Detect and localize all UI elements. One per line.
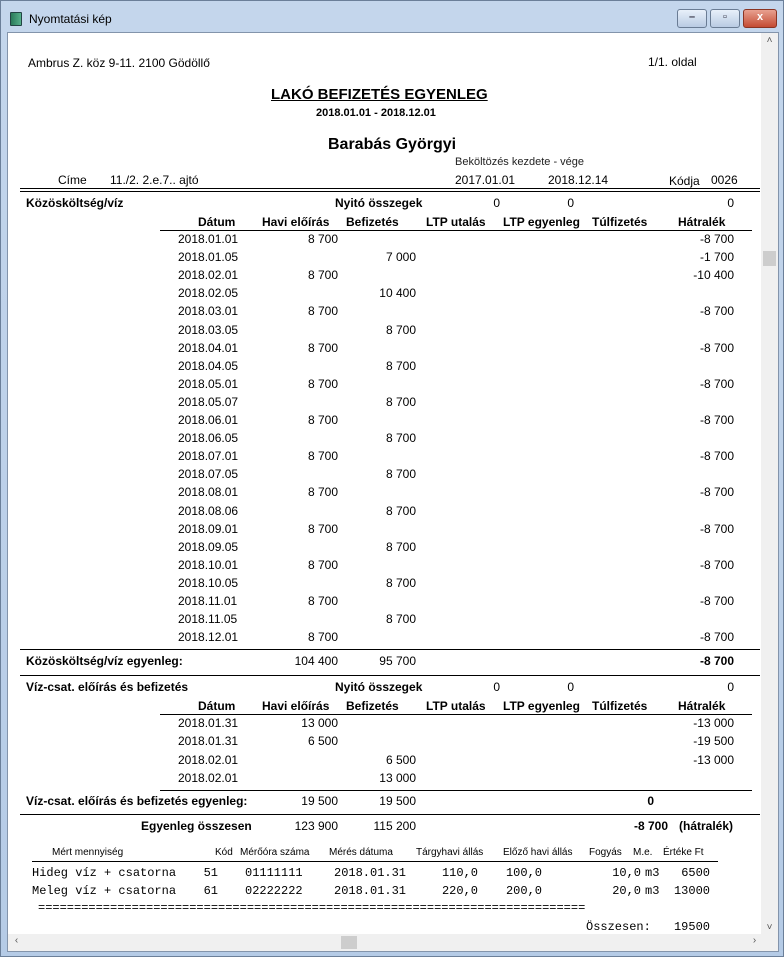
- row-hatralek: -19 500: [693, 734, 734, 749]
- tenant-name: Barabás Györgyi: [328, 136, 457, 153]
- row-hatralek: -8 700: [699, 521, 734, 536]
- meter-cell: 200,0: [505, 883, 542, 898]
- col-header-havi: Havi előírás: [262, 699, 330, 714]
- col-header-datum: Dátum: [198, 699, 236, 714]
- maximize-icon: ▫: [723, 11, 727, 23]
- meter-cell: Meleg víz + csatorna: [32, 883, 177, 898]
- row-hatralek: -13 000: [693, 716, 734, 731]
- divider: [160, 790, 752, 791]
- row-date: 2018.11.01: [178, 594, 238, 608]
- scroll-up-icon[interactable]: ˄: [766, 35, 773, 46]
- col-header-hatralek: Hátralék: [678, 215, 726, 229]
- row-havi: 8 700: [307, 268, 338, 283]
- report-title: LAKÓ BEFIZETÉS EGYENLEG: [271, 86, 488, 103]
- row-date: 2018.08.01: [178, 485, 239, 500]
- row-date: 2018.01.31: [178, 734, 239, 749]
- row-befizetes: 8 700: [385, 358, 416, 373]
- row-hatralek: -8 700: [699, 557, 734, 572]
- row-hatralek: -1 700: [699, 250, 734, 265]
- row-date: 2018.07.01: [178, 449, 239, 464]
- row-date: 2018.02.01: [178, 268, 239, 283]
- col-header-datum: Dátum: [198, 215, 236, 229]
- section1-total-befizetes: 95 700: [379, 654, 416, 669]
- horizontal-scrollbar[interactable]: [8, 934, 763, 951]
- row-befizetes: 8 700: [385, 612, 416, 627]
- row-date: 2018.01.05: [178, 250, 239, 265]
- meter-cell: 20,0: [612, 883, 641, 898]
- section2-total-label: Víz-csat. előírás és befizetés egyenleg:: [26, 793, 248, 808]
- vertical-scroll-thumb[interactable]: [763, 251, 776, 266]
- close-icon: x: [756, 11, 764, 23]
- row-date: 2018.02.01: [178, 752, 239, 767]
- meter-cell: m3: [645, 883, 660, 898]
- row-havi: 8 700: [307, 521, 338, 536]
- row-havi: 13 000: [301, 716, 338, 731]
- meter-sum-value: 19500: [673, 919, 710, 934]
- row-date: 2018.08.06: [178, 503, 239, 518]
- row-hatralek: -8 700: [699, 594, 734, 608]
- cime-label: Címe: [58, 173, 87, 187]
- row-befizetes: 8 700: [385, 322, 416, 337]
- row-befizetes: 8 700: [385, 467, 416, 482]
- row-hatralek: -8 700: [699, 340, 734, 355]
- kod-label: Kódja: [669, 174, 700, 188]
- opening-havi: 0: [493, 196, 500, 210]
- maximize-button[interactable]: [710, 9, 740, 28]
- row-havi: 8 700: [307, 304, 338, 319]
- section-title: Víz-csat. előírás és befizetés: [26, 680, 189, 695]
- row-hatralek: -13 000: [693, 752, 734, 767]
- horizontal-scroll-thumb[interactable]: [341, 936, 357, 949]
- window-title: Nyomtatási kép: [29, 12, 112, 26]
- row-date: 2018.12.01: [178, 630, 239, 645]
- scroll-right-icon[interactable]: ›: [752, 935, 757, 946]
- section1-total-hatralek: -8 700: [699, 654, 734, 669]
- meter-header: Fogyás: [589, 846, 622, 858]
- row-date: 2018.05.07: [178, 394, 239, 409]
- meter-cell: 13000: [673, 883, 710, 898]
- opening-label: Nyitó összegek: [335, 680, 423, 695]
- row-date: 2018.09.05: [178, 539, 239, 554]
- page-number: 1/1. oldal: [648, 55, 697, 69]
- resize-grip[interactable]: [761, 934, 778, 951]
- row-befizetes: 8 700: [385, 431, 416, 446]
- row-havi: 8 700: [307, 413, 338, 427]
- divider: [160, 714, 752, 715]
- divider: [32, 861, 718, 862]
- section1-total-label: Közösköltség/víz egyenleg:: [26, 654, 183, 669]
- section1-total-havi: 104 400: [294, 654, 338, 669]
- meter-sum-label: Összesen:: [586, 919, 651, 934]
- section-title: Közösköltség/víz: [26, 196, 124, 210]
- row-havi: 6 500: [307, 734, 338, 749]
- row-date: 2018.07.05: [178, 467, 239, 482]
- row-date: 2018.06.01: [178, 413, 239, 427]
- scroll-down-icon[interactable]: ˅: [766, 922, 773, 933]
- row-havi: 8 700: [307, 630, 338, 645]
- scroll-left-icon[interactable]: ‹: [14, 935, 19, 946]
- col-header-befizetes: Befizetés: [346, 699, 399, 714]
- row-havi: 8 700: [307, 449, 338, 464]
- row-date: 2018.01.01: [178, 232, 239, 246]
- close-button[interactable]: [743, 9, 777, 28]
- app-icon: [10, 12, 22, 26]
- meter-header: Mérőóra száma: [240, 846, 310, 858]
- meter-header: Előző havi állás: [503, 846, 573, 858]
- report-period: 2018.01.01 - 2018.12.01: [316, 107, 436, 119]
- row-date: 2018.04.01: [178, 340, 239, 355]
- meter-header: Mérés dátuma: [329, 846, 393, 858]
- row-hatralek: -10 400: [693, 268, 734, 283]
- vertical-scrollbar[interactable]: [761, 33, 778, 935]
- divider: [160, 230, 752, 231]
- row-date: 2018.06.05: [178, 431, 239, 446]
- row-befizetes: 8 700: [385, 503, 416, 518]
- meter-cell: 6500: [681, 865, 710, 880]
- col-header-hatralek: Hátralék: [678, 699, 726, 714]
- row-befizetes: 10 400: [379, 286, 416, 301]
- row-havi: 8 700: [307, 557, 338, 572]
- row-befizetes: 6 500: [385, 752, 416, 767]
- minimize-button[interactable]: [677, 9, 707, 28]
- meter-header: Tárgyhavi állás: [416, 846, 484, 858]
- divider: [20, 814, 760, 815]
- meter-header: Kód: [215, 846, 233, 858]
- col-header-tulfizetes: Túlfizetés: [592, 699, 648, 714]
- row-hatralek: -8 700: [699, 630, 734, 645]
- grand-total-hatralek: -8 700: [633, 818, 668, 833]
- row-havi: 8 700: [307, 485, 338, 500]
- grand-total-note: (hátralék): [679, 818, 734, 833]
- row-hatralek: -8 700: [699, 304, 734, 319]
- row-date: 2018.02.01: [178, 770, 239, 785]
- grand-total-havi: 123 900: [294, 818, 338, 833]
- row-hatralek: -8 700: [699, 485, 734, 500]
- minimize-icon: –: [688, 11, 696, 23]
- section2-total-tulfizetes: 0: [647, 793, 654, 808]
- meter-cell: 220,0: [441, 883, 478, 898]
- meter-cell: 01111111: [245, 865, 303, 880]
- row-date: 2018.04.05: [178, 358, 239, 373]
- row-hatralek: -8 700: [699, 449, 734, 464]
- meter-cell: 2018.01.31: [334, 883, 407, 898]
- meter-cell: 100,0: [505, 865, 542, 880]
- divider: [20, 649, 760, 650]
- row-date: 2018.09.01: [178, 521, 239, 536]
- row-befizetes: 13 000: [379, 770, 416, 785]
- section2-total-befizetes: 19 500: [379, 793, 416, 808]
- meter-cell: 110,0: [441, 865, 478, 880]
- meter-cell: 61: [203, 883, 218, 898]
- opening-hatralek: 0: [727, 196, 734, 210]
- col-header-ltp-utalas: LTP utalás: [426, 699, 486, 714]
- divider: [20, 675, 760, 676]
- row-date: 2018.10.01: [178, 557, 239, 572]
- row-date: 2018.02.05: [178, 286, 239, 301]
- meter-cell: 10,0: [612, 865, 641, 880]
- row-befizetes: 8 700: [385, 539, 416, 554]
- opening-befizetes: 0: [567, 680, 574, 695]
- meter-cell: 02222222: [245, 883, 303, 898]
- meter-header: M.e.: [633, 846, 653, 858]
- row-befizetes: 8 700: [385, 575, 416, 590]
- row-hatralek: -8 700: [699, 376, 734, 391]
- row-hatralek: -8 700: [699, 413, 734, 427]
- separator-line: ============================================================================: [38, 900, 586, 915]
- opening-hatralek: 0: [727, 680, 734, 695]
- opening-befizetes: 0: [567, 196, 574, 210]
- row-befizetes: 7 000: [385, 250, 416, 265]
- col-header-ltp-egyenleg: LTP egyenleg: [503, 215, 580, 229]
- col-header-ltp-utalas: LTP utalás: [426, 215, 486, 229]
- row-date: 2018.05.01: [178, 376, 239, 391]
- row-date: 2018.01.31: [178, 716, 239, 731]
- meter-header: Mért mennyiség: [52, 846, 124, 858]
- row-date: 2018.03.01: [178, 304, 239, 319]
- row-havi: 8 700: [307, 594, 338, 608]
- grand-total-befizetes: 115 200: [373, 818, 416, 833]
- row-havi: 8 700: [307, 232, 338, 246]
- title-bar[interactable]: [1, 1, 783, 31]
- cime-value: 11./2. 2.e.7.. ajtó: [110, 173, 199, 187]
- preview-area: [7, 32, 779, 952]
- address: Ambrus Z. köz 9-11. 2100 Gödöllő: [28, 56, 210, 70]
- movein-label: Beköltözés kezdete - vége: [455, 156, 585, 168]
- row-hatralek: -8 700: [699, 232, 734, 246]
- meter-cell: 51: [203, 865, 218, 880]
- report-page: [8, 33, 763, 936]
- col-header-tulfizetes: Túlfizetés: [592, 215, 648, 229]
- col-header-havi: Havi előírás: [262, 215, 330, 229]
- meter-header: Értéke Ft: [663, 846, 704, 858]
- opening-label: Nyitó összegek: [335, 196, 423, 210]
- grand-total-label: Egyenleg összesen: [141, 818, 252, 833]
- meter-cell: m3: [645, 865, 660, 880]
- col-header-befizetes: Befizetés: [346, 215, 399, 229]
- movein-start: 2017.01.01: [455, 173, 516, 187]
- meter-cell: Hideg víz + csatorna: [32, 865, 177, 880]
- kod-value: 0026: [711, 173, 738, 187]
- row-havi: 8 700: [307, 376, 338, 391]
- col-header-ltp-egyenleg: LTP egyenleg: [503, 699, 580, 714]
- section2-total-havi: 19 500: [301, 793, 338, 808]
- opening-havi: 0: [493, 680, 500, 695]
- meter-cell: 2018.01.31: [334, 865, 407, 880]
- row-date: 2018.03.05: [178, 322, 239, 337]
- row-date: 2018.11.05: [178, 612, 238, 627]
- movein-end: 2018.12.14: [548, 173, 609, 187]
- row-befizetes: 8 700: [385, 394, 416, 409]
- row-havi: 8 700: [307, 340, 338, 355]
- row-date: 2018.10.05: [178, 575, 239, 590]
